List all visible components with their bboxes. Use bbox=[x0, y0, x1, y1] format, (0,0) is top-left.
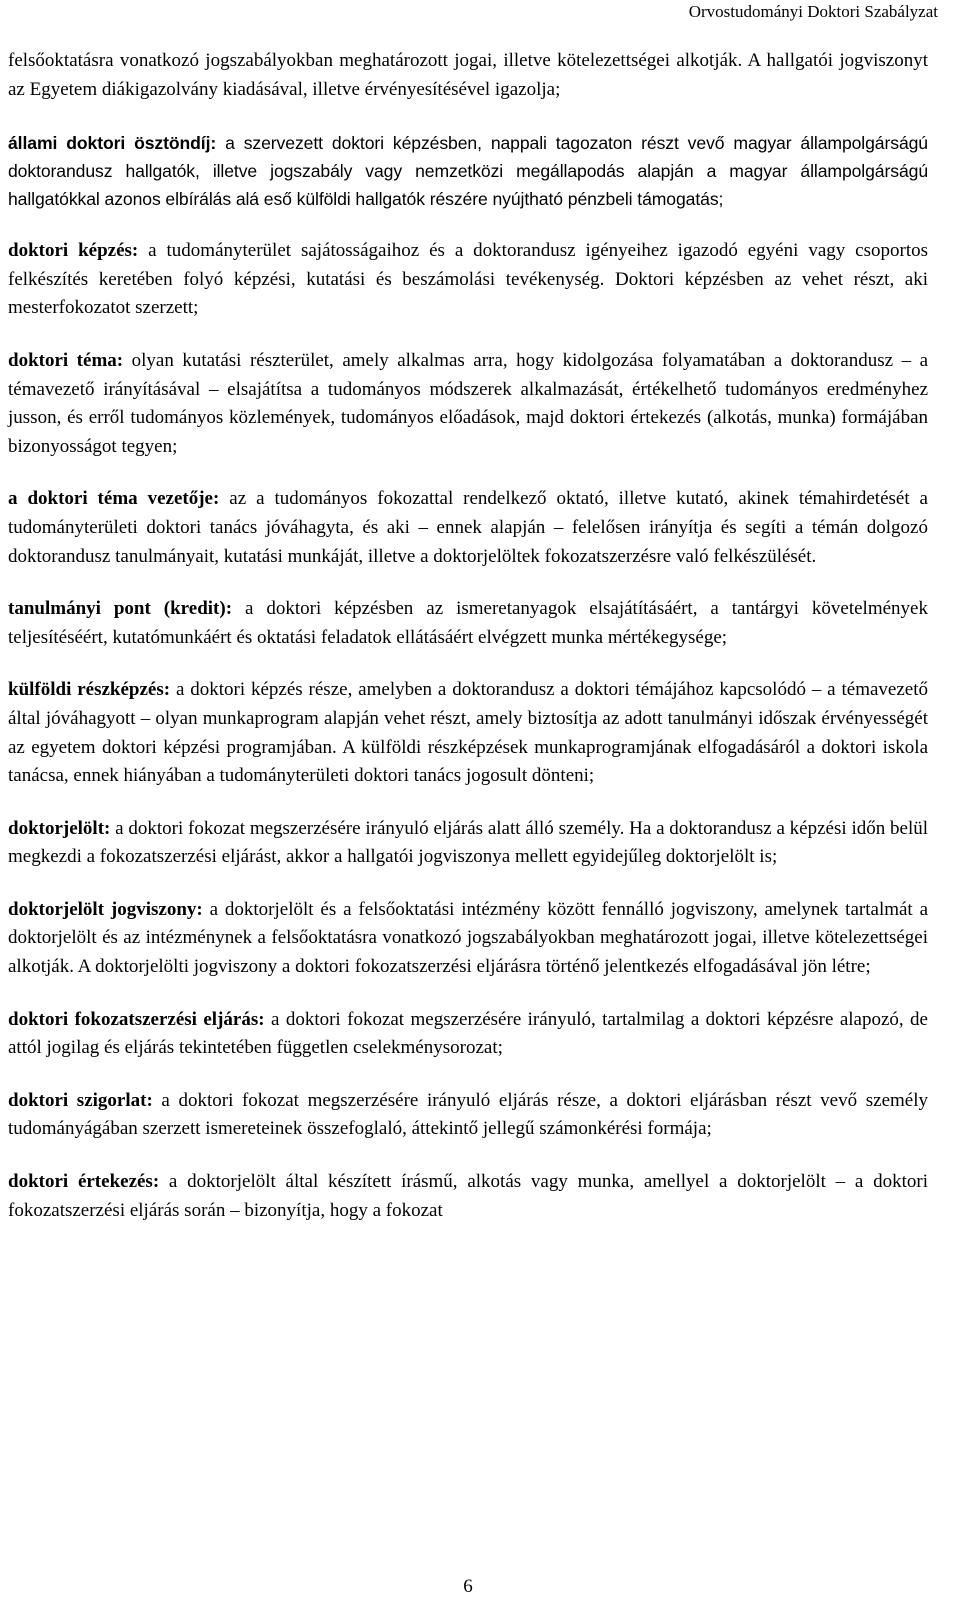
definition-doktori-kepzes bbox=[8, 237, 928, 323]
page-number: 6 bbox=[463, 1576, 473, 1597]
definition-doktorjelolt-jogviszony bbox=[8, 896, 928, 982]
definition-tanulmanyi-pont bbox=[8, 595, 928, 652]
definition-text: a tudományterület sajátosságaihoz és a doktorandusz igényeihez igazodó egyéni vagy csoportos felkészítés keretében folyó képzési, kutatási és beszámolási tevékenység. Doktori képzésben az vehet részt, aki mesterfokozatot szerzett; bbox=[8, 240, 928, 319]
definition-term: doktorjelölt: bbox=[8, 817, 111, 839]
definition-text: a doktori fokozat megszerzésére irányuló eljárás alatt álló személy. Ha a doktorandusz a képzési időn belül megkezdi a fokozatszerzési eljárást, akkor a hallgatói jogviszonya mellett egyidejűleg doktorjelölt is; bbox=[8, 817, 928, 868]
definition-text: a doktorjelölt által készített írásmű, alkotás vagy munka, amellyel a doktorjelölt – a doktori fokozatszerzési eljárás során – bizonyítja, hogy a fokozat bbox=[8, 1171, 928, 1221]
definition-text: a doktori képzés része, amelyben a doktorandusz a doktori témájához kapcsolódó – a témavezető által jóváhagyott – olyan munkaprogram alapján vehet részt, amely biztosítja az adott tanulmányi időszak érvényességét az egyetem doktori képzési programjában. A külföldi részképzések munkaprogramjának elfogadásáról a doktori iskola tanácsa, ennek hiányában a tudományterületi doktori tanács jogosult dönteni; bbox=[8, 679, 928, 787]
definition-tema-vezetoje bbox=[8, 485, 928, 571]
definition-doktori-szigorlat bbox=[8, 1087, 928, 1144]
definition-allami-doktori-osztondij bbox=[8, 129, 928, 213]
page-body bbox=[8, 47, 928, 1249]
definition-term: külföldi részképzés: bbox=[8, 679, 171, 701]
running-header: Orvostudományi Doktori Szabályzat bbox=[688, 2, 938, 21]
definition-fokozatszerzesi-eljaras bbox=[8, 1006, 928, 1063]
definition-term: állami doktori ösztöndíj: bbox=[8, 133, 217, 154]
definition-kulfoldi-reszkepzes bbox=[8, 676, 928, 790]
definition-term: doktori téma: bbox=[8, 349, 124, 371]
definition-doktori-ertekezes bbox=[8, 1168, 928, 1225]
definition-text: a doktori fokozat megszerzésére irányuló, tartalmilag a doktori képzésre alapozó, de attól jogilag és eljárás tekintetében független cselekménysorozat; bbox=[8, 1008, 928, 1059]
definition-doktorjelolt bbox=[8, 815, 928, 872]
definition-doktori-tema bbox=[8, 347, 928, 461]
definition-term: doktori képzés: bbox=[8, 240, 139, 262]
definition-text: a doktori fokozat megszerzésére irányuló eljárás része, a doktori eljárásban részt vevő személy tudományágában szerzett ismereteinek összefoglaló, áttekintő jellegű számonkérési formája; bbox=[8, 1089, 928, 1140]
definition-text: a doktori képzésben az ismeretanyagok elsajátításáért, a tantárgyi követelmények teljesítéséért, kutatómunkáért és oktatási feladatok ellátásáért elvégzett munka mértékegysége; bbox=[8, 598, 928, 648]
definition-term: a doktori téma vezetője: bbox=[8, 488, 220, 510]
definition-term: doktori szigorlat: bbox=[8, 1089, 153, 1111]
definition-text: az a tudományos fokozattal rendelkező oktató, illetve kutató, akinek témahirdetését a tudományterületi doktori tanács jóváhagyta, és aki – ennek alapján – felelősen irányítja és segíti a témán dolgozó doktorandusz tanulmányait, kutatási munkáját, illetve a doktorjelöltek fokozatszerzésre való felkészülését. bbox=[8, 488, 928, 567]
definition-text: olyan kutatási részterület, amely alkalmas arra, hogy kidolgozása folyamatában a doktorandusz – a témavezető irányításával – elsajátítsa a tudományos módszerek alkalmazását, értékelhető tudományos eredményhez jusson, és erről tudományos közlemények, tudományos előadások, majd doktori értekezés (alkotás, munka) formájában bizonyosságot tegyen; bbox=[8, 349, 929, 457]
definition-text: a szervezett doktori képzésben, nappali tagozaton részt vevő magyar állampolgárságú doktorandusz hallgatók, illetve jogszabály vagy nemzetközi megállapodás alapján a magyar állampolgárságú hallgatókkal azonos elbírálás alá eső külföldi hallgatók részére nyújtható pénzbeli támogatás; bbox=[8, 133, 928, 210]
intro-paragraph: felsőoktatásra vonatkozó jogszabályokban meghatározott jogai, illetve kötelezettségei alkotják. A hallgatói jogviszonyt az Egyetem diákigazolvány kiadásával, illetve érvényesítésével igazolja; bbox=[8, 50, 928, 100]
definition-term: doktori fokozatszerzési eljárás: bbox=[8, 1008, 265, 1030]
definition-text: a doktorjelölt és a felsőoktatási intézmény között fennálló jogviszony, amelynek tartalmát a doktorjelölt és az intézménynek a felsőoktatásra vonatkozó jogszabályokban meghatározott jogai, illetve kötelezettségei alkotják. A doktorjelölti jogviszony a doktori fokozatszerzési eljárásra történő jelentkezés elfogadásával jön létre; bbox=[8, 898, 928, 978]
definition-term: tanulmányi pont (kredit): bbox=[8, 598, 233, 620]
definition-term: doktorjelölt jogviszony: bbox=[8, 898, 203, 920]
definition-term: doktori értekezés: bbox=[8, 1171, 160, 1193]
